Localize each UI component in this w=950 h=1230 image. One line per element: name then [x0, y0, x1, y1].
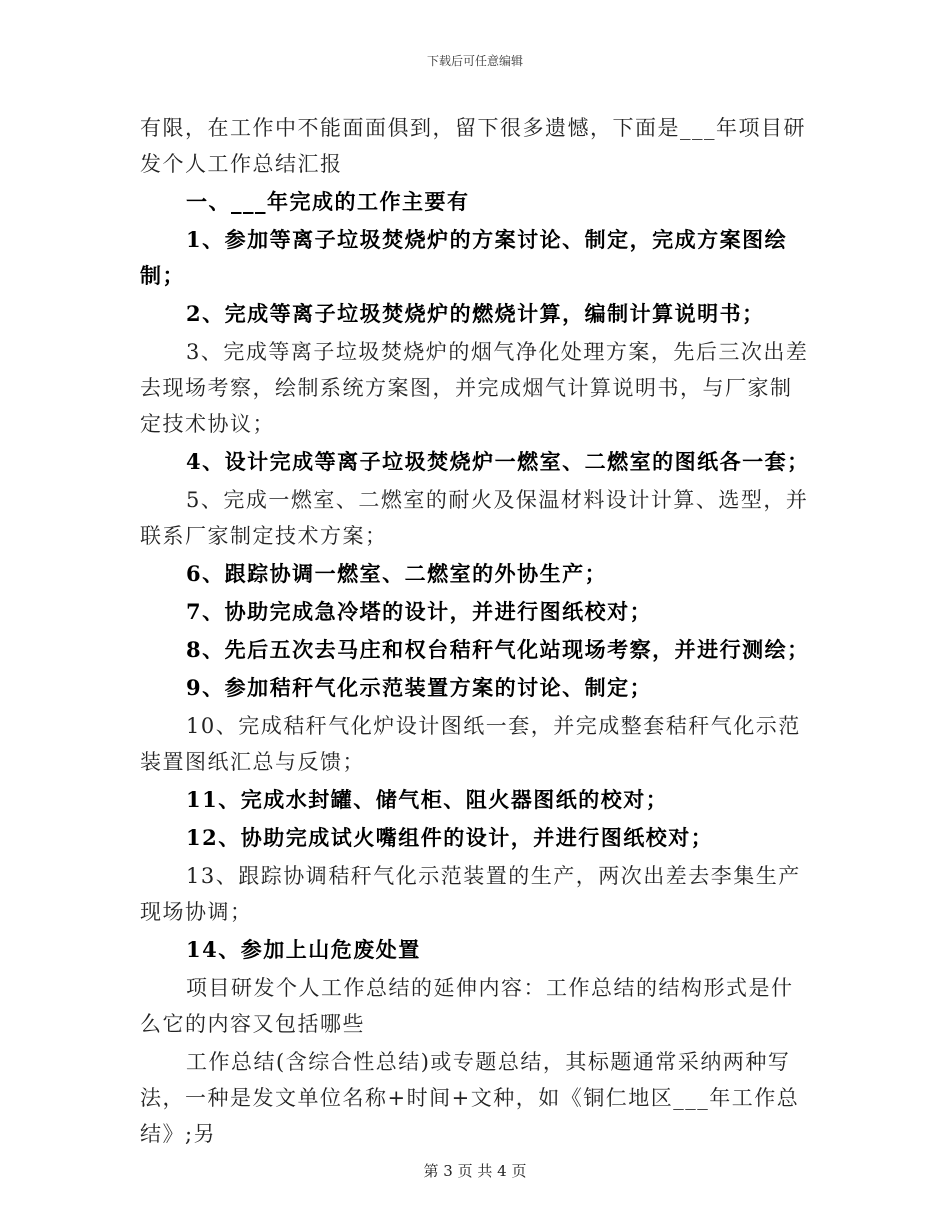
paragraph: 13、跟踪协调秸秆气化示范装置的生产，两次出差去李集生产现场协调； — [140, 864, 801, 924]
document-body — [140, 110, 810, 1154]
paragraph: 10、完成秸秆气化炉设计图纸一套，并完成整套秸秆气化示范装置图纸汇总与反馈； — [140, 714, 801, 774]
paragraph: 8、先后五次去马庄和权台秸秆气化站现场考察，并进行测绘； — [186, 637, 810, 662]
paragraph: 6、跟踪协调一燃室、二燃室的外协生产； — [186, 561, 608, 586]
paragraph: 项目研发个人工作总结的延伸内容：工作总结的结构形式是什么它的内容又包括哪些 — [140, 976, 794, 1036]
paragraph: 12、协助完成试火嘴组件的设计，并进行图纸校对； — [186, 825, 714, 850]
paragraph: 9、参加秸秆气化示范装置方案的讨论、制定； — [186, 675, 653, 700]
paragraph: 3、完成等离子垃圾焚烧炉的烟气净化处理方案，先后三次出差去现场考察，绘制系统方案图，并完成烟气计算说明书，与厂家制定技术协议； — [140, 340, 809, 436]
page-footer: 第 3 页 共 4 页 — [423, 1162, 527, 1180]
paragraph: 工作总结(含综合性总结)或专题总结，其标题通常采纳两种写法，一种是发文单位名称+时间+文种，如《铜仁地区___年工作总结》;另 — [140, 1050, 800, 1146]
page-header: 下载后可任意编辑 — [426, 54, 523, 68]
paragraph: 1、参加等离子垃圾焚烧炉的方案讨论、制定，完成方案图绘制； — [140, 227, 788, 288]
paragraph: 2、完成等离子垃圾焚烧炉的燃烧计算，编制计算说明书； — [186, 301, 765, 326]
paragraph: 有限，在工作中不能面面俱到，留下很多遗憾，下面是___年项目研发个人工作总结汇报 — [140, 116, 806, 176]
paragraph: 14、参加上山危废处置 — [186, 937, 421, 962]
paragraph: 5、完成一燃室、二燃室的耐火及保温材料设计计算、选型，并联系厂家制定技术方案； — [140, 488, 809, 548]
paragraph: 一、___年完成的工作主要有 — [186, 189, 470, 214]
paragraph: 7、协助完成急冷塔的设计，并进行图纸校对； — [186, 599, 653, 624]
paragraph: 11、完成水封罐、储气柜、阻火器图纸的校对； — [186, 787, 669, 812]
paragraph: 4、设计完成等离子垃圾焚烧炉一燃室、二燃室的图纸各一套； — [186, 449, 810, 474]
